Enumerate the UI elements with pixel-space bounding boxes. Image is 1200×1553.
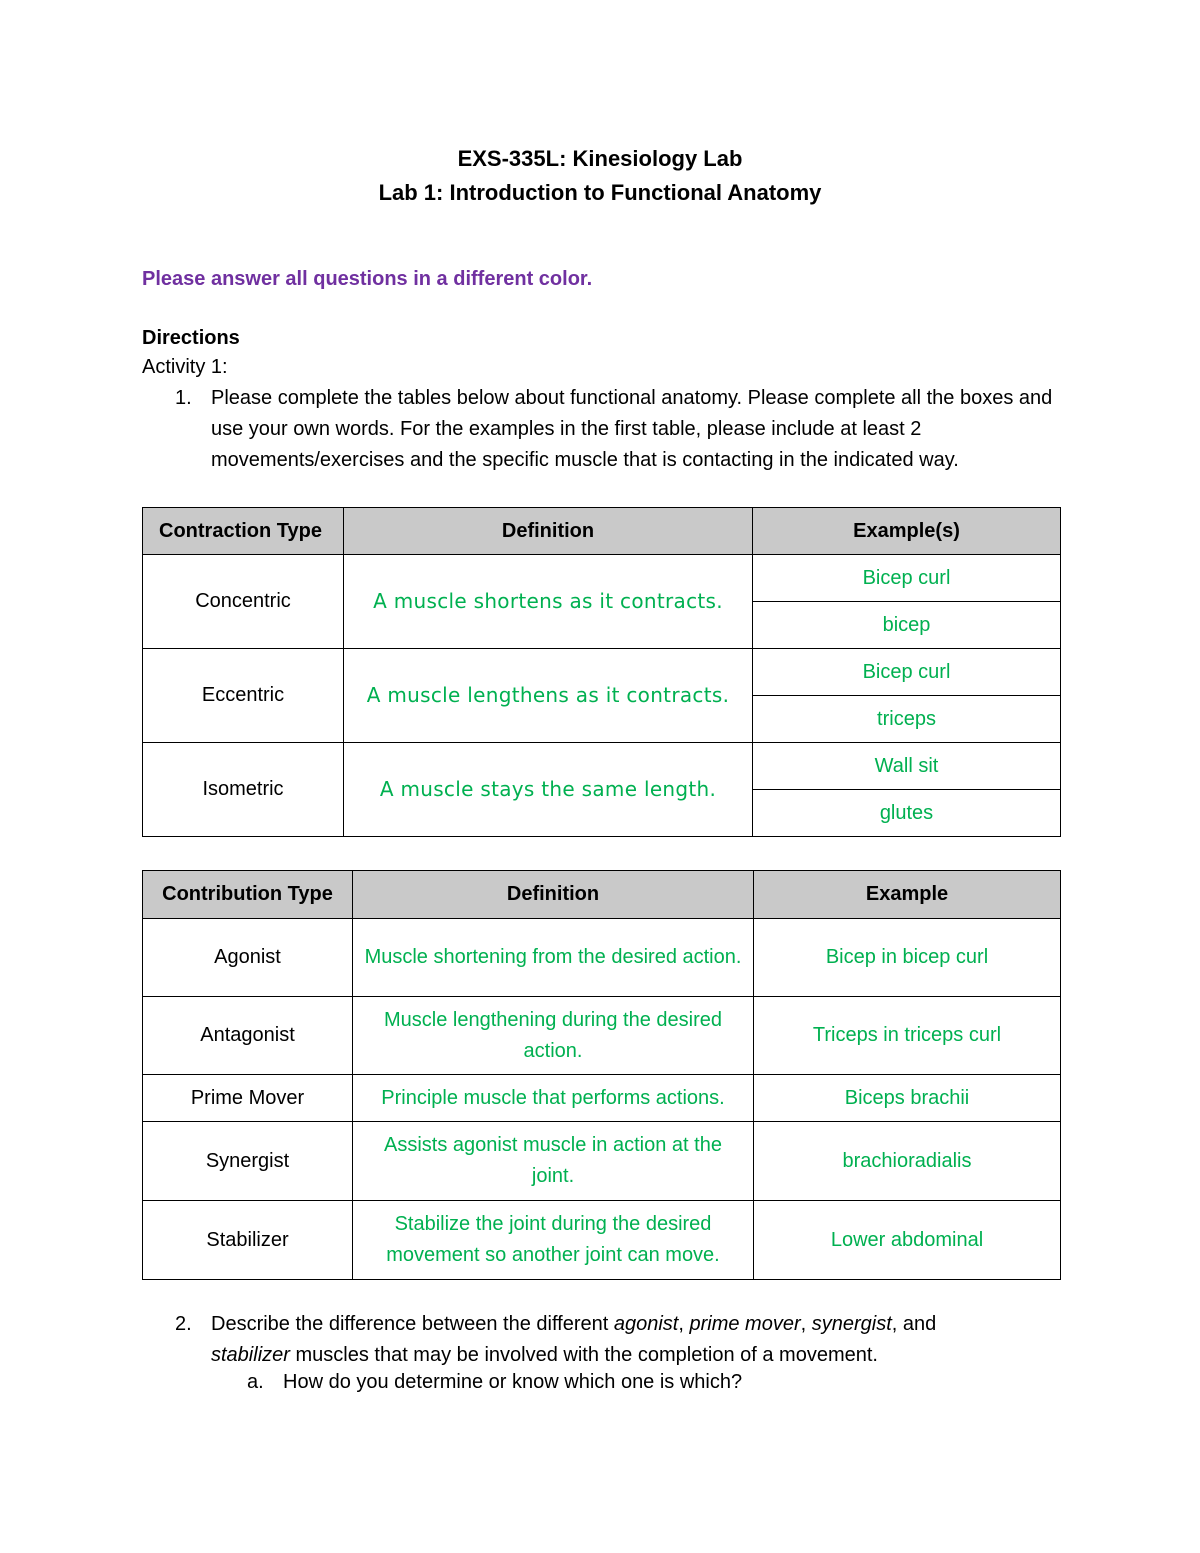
column-header: Definition xyxy=(344,508,753,555)
q2-number: 2. xyxy=(175,1313,192,1335)
q1-number: 1. xyxy=(175,387,192,409)
directions-heading: Directions xyxy=(142,327,240,349)
example-cell: Lower abdominal xyxy=(754,1201,1061,1280)
contraction-type-cell: Isometric xyxy=(143,743,344,837)
q2-separator: , xyxy=(800,1313,812,1335)
example-cell: Triceps in triceps curl xyxy=(754,997,1061,1075)
q2a-text: How do you determine or know which one is which? xyxy=(283,1371,743,1393)
table-row xyxy=(143,743,1061,790)
definition-cell: Principle muscle that performs actions. xyxy=(353,1075,754,1122)
table-row xyxy=(143,649,1061,696)
activity-label: Activity 1: xyxy=(142,356,228,378)
table-row xyxy=(143,1075,1061,1122)
table-row xyxy=(143,1122,1061,1201)
example-cell: triceps xyxy=(753,696,1061,743)
table-row xyxy=(143,919,1061,997)
contraction-type-cell: Concentric xyxy=(143,555,344,649)
definition-cell: A muscle stays the same length. xyxy=(344,743,753,837)
q1-text: Please complete the tables below about functional anatomy. Please complete all the boxes and use your own words. For the examples in the first table, please include at least 2 movements/exercises and the specific muscle that is contacting in the indicated way. xyxy=(211,387,1053,471)
contraction-type-cell: Eccentric xyxy=(143,649,344,743)
q2-text xyxy=(211,1309,1061,1371)
term-prime-mover: prime mover xyxy=(689,1313,801,1335)
definition-cell: A muscle lengthens as it contracts. xyxy=(344,649,753,743)
contribution-type-cell: Synergist xyxy=(143,1122,353,1201)
column-header: Example xyxy=(754,871,1061,919)
table-row xyxy=(143,555,1061,602)
table-row xyxy=(143,997,1061,1075)
q2a-label: a. xyxy=(247,1371,264,1393)
column-header: Contraction Type xyxy=(143,508,344,555)
table-header-row xyxy=(143,871,1061,919)
q2-text-part: muscles that may be involved with the completion of a movement. xyxy=(289,1344,878,1366)
contraction-table xyxy=(142,507,1061,837)
example-cell: Bicep curl xyxy=(753,649,1061,696)
column-header: Contribution Type xyxy=(143,871,353,919)
instruction-note: Please answer all questions in a different color. xyxy=(142,268,593,290)
column-header: Definition xyxy=(353,871,754,919)
example-cell: brachioradialis xyxy=(754,1122,1061,1201)
definition-cell: Assists agonist muscle in action at the joint. xyxy=(353,1122,754,1201)
example-cell: glutes xyxy=(753,790,1061,837)
table-header-row xyxy=(143,508,1061,555)
q2-separator: , xyxy=(678,1313,690,1335)
definition-cell: A muscle shortens as it contracts. xyxy=(344,555,753,649)
definition-cell: Muscle shortening from the desired action. xyxy=(353,919,754,997)
contribution-table xyxy=(142,870,1061,1280)
contribution-type-cell: Antagonist xyxy=(143,997,353,1075)
definition-cell: Stabilize the joint during the desired movement so another joint can move. xyxy=(353,1201,754,1280)
example-cell: Wall sit xyxy=(753,743,1061,790)
term-stabilizer: stabilizer xyxy=(211,1344,290,1366)
example-cell: bicep xyxy=(753,602,1061,649)
q2-separator: , and xyxy=(891,1313,937,1335)
column-header: Example(s) xyxy=(753,508,1061,555)
contribution-type-cell: Agonist xyxy=(143,919,353,997)
lab-title: Lab 1: Introduction to Functional Anatomy xyxy=(378,180,822,205)
definition-cell: Muscle lengthening during the desired action. xyxy=(353,997,754,1075)
term-agonist: agonist xyxy=(613,1313,679,1335)
table-row xyxy=(143,1201,1061,1280)
example-cell: Bicep in bicep curl xyxy=(754,919,1061,997)
contribution-type-cell: Stabilizer xyxy=(143,1201,353,1280)
term-synergist: synergist xyxy=(811,1313,892,1335)
example-cell: Biceps brachii xyxy=(754,1075,1061,1122)
q2-text-part: Describe the difference between the different xyxy=(211,1313,614,1335)
example-cell: Bicep curl xyxy=(753,555,1061,602)
contribution-type-cell: Prime Mover xyxy=(143,1075,353,1122)
course-title: EXS-335L: Kinesiology Lab xyxy=(457,146,743,171)
